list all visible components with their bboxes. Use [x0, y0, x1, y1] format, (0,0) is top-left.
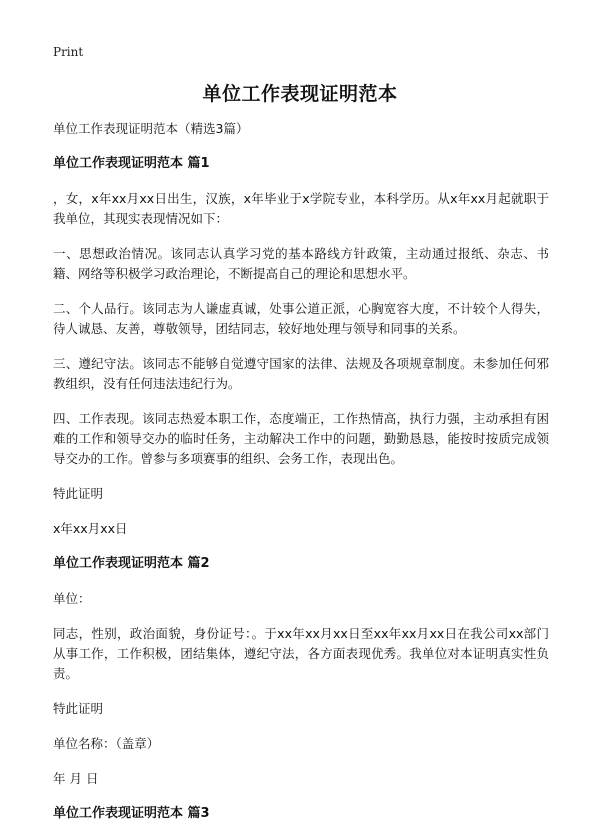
- section-3-heading: 单位工作表现证明范本 篇3: [53, 806, 210, 821]
- document-body: [53, 119, 549, 839]
- page-title: 单位工作表现证明范本: [202, 83, 398, 105]
- section-2-closing: 特此证明: [53, 701, 104, 716]
- section-2-date: 年 月 日: [53, 771, 99, 786]
- print-link[interactable]: Print: [53, 45, 84, 59]
- section-1-date: x年xx月xx日: [53, 521, 128, 536]
- section-1-paragraph: ，女，x年xx月xx日出生，汉族，x年毕业于x学院专业，本科学历。从x年xx月起就职于我单位，其现实表现情况如下：: [53, 191, 549, 226]
- intro-text: 单位工作表现证明范本（精选3篇）: [53, 121, 249, 136]
- section-2-heading: 单位工作表现证明范本 篇2: [53, 556, 210, 571]
- section-1-paragraph: 二、个人品行。该同志为人谦虚真诚，处事公道正派，心胸宽容大度，不计较个人得失，待人诚恳、友善，尊敬领导，团结同志，较好地处理与领导和同事的关系。: [53, 301, 549, 336]
- section-2-paragraph: 同志，性别，政治面貌，身份证号：。于xx年xx月xx日至xx年xx月xx日在我公司xx部门从事工作，工作积极，团结集体，遵纪守法，各方面表现优秀。我单位对本证明真实性负责。: [53, 626, 549, 681]
- section-2-paragraph: 单位：: [53, 591, 91, 606]
- section-1-paragraph: 四、工作表现。该同志热爱本职工作，态度端正，工作热情高，执行力强，主动承担有困难的工作和领导交办的临时任务，主动解决工作中的问题，勤勤恳恳，能按时按质完成领导交办的工作。曾参与多项赛事的组织、会务工作，表现出色。: [53, 411, 549, 466]
- section-1-heading: 单位工作表现证明范本 篇1: [53, 156, 210, 171]
- section-2-signature: 单位名称：（盖章）: [53, 736, 160, 751]
- section-1-paragraph: 一、思想政治情况。该同志认真学习党的基本路线方针政策，主动通过报纸、杂志、书籍、网络等积极学习政治理论，不断提高自己的理论和思想水平。: [53, 246, 549, 281]
- section-1-closing: 特此证明: [53, 486, 104, 501]
- section-1-paragraph: 三、遵纪守法。该同志不能够自觉遵守国家的法律、法规及各项规章制度。未参加任何邪教组织，没有任何违法违纪行为。: [53, 356, 549, 391]
